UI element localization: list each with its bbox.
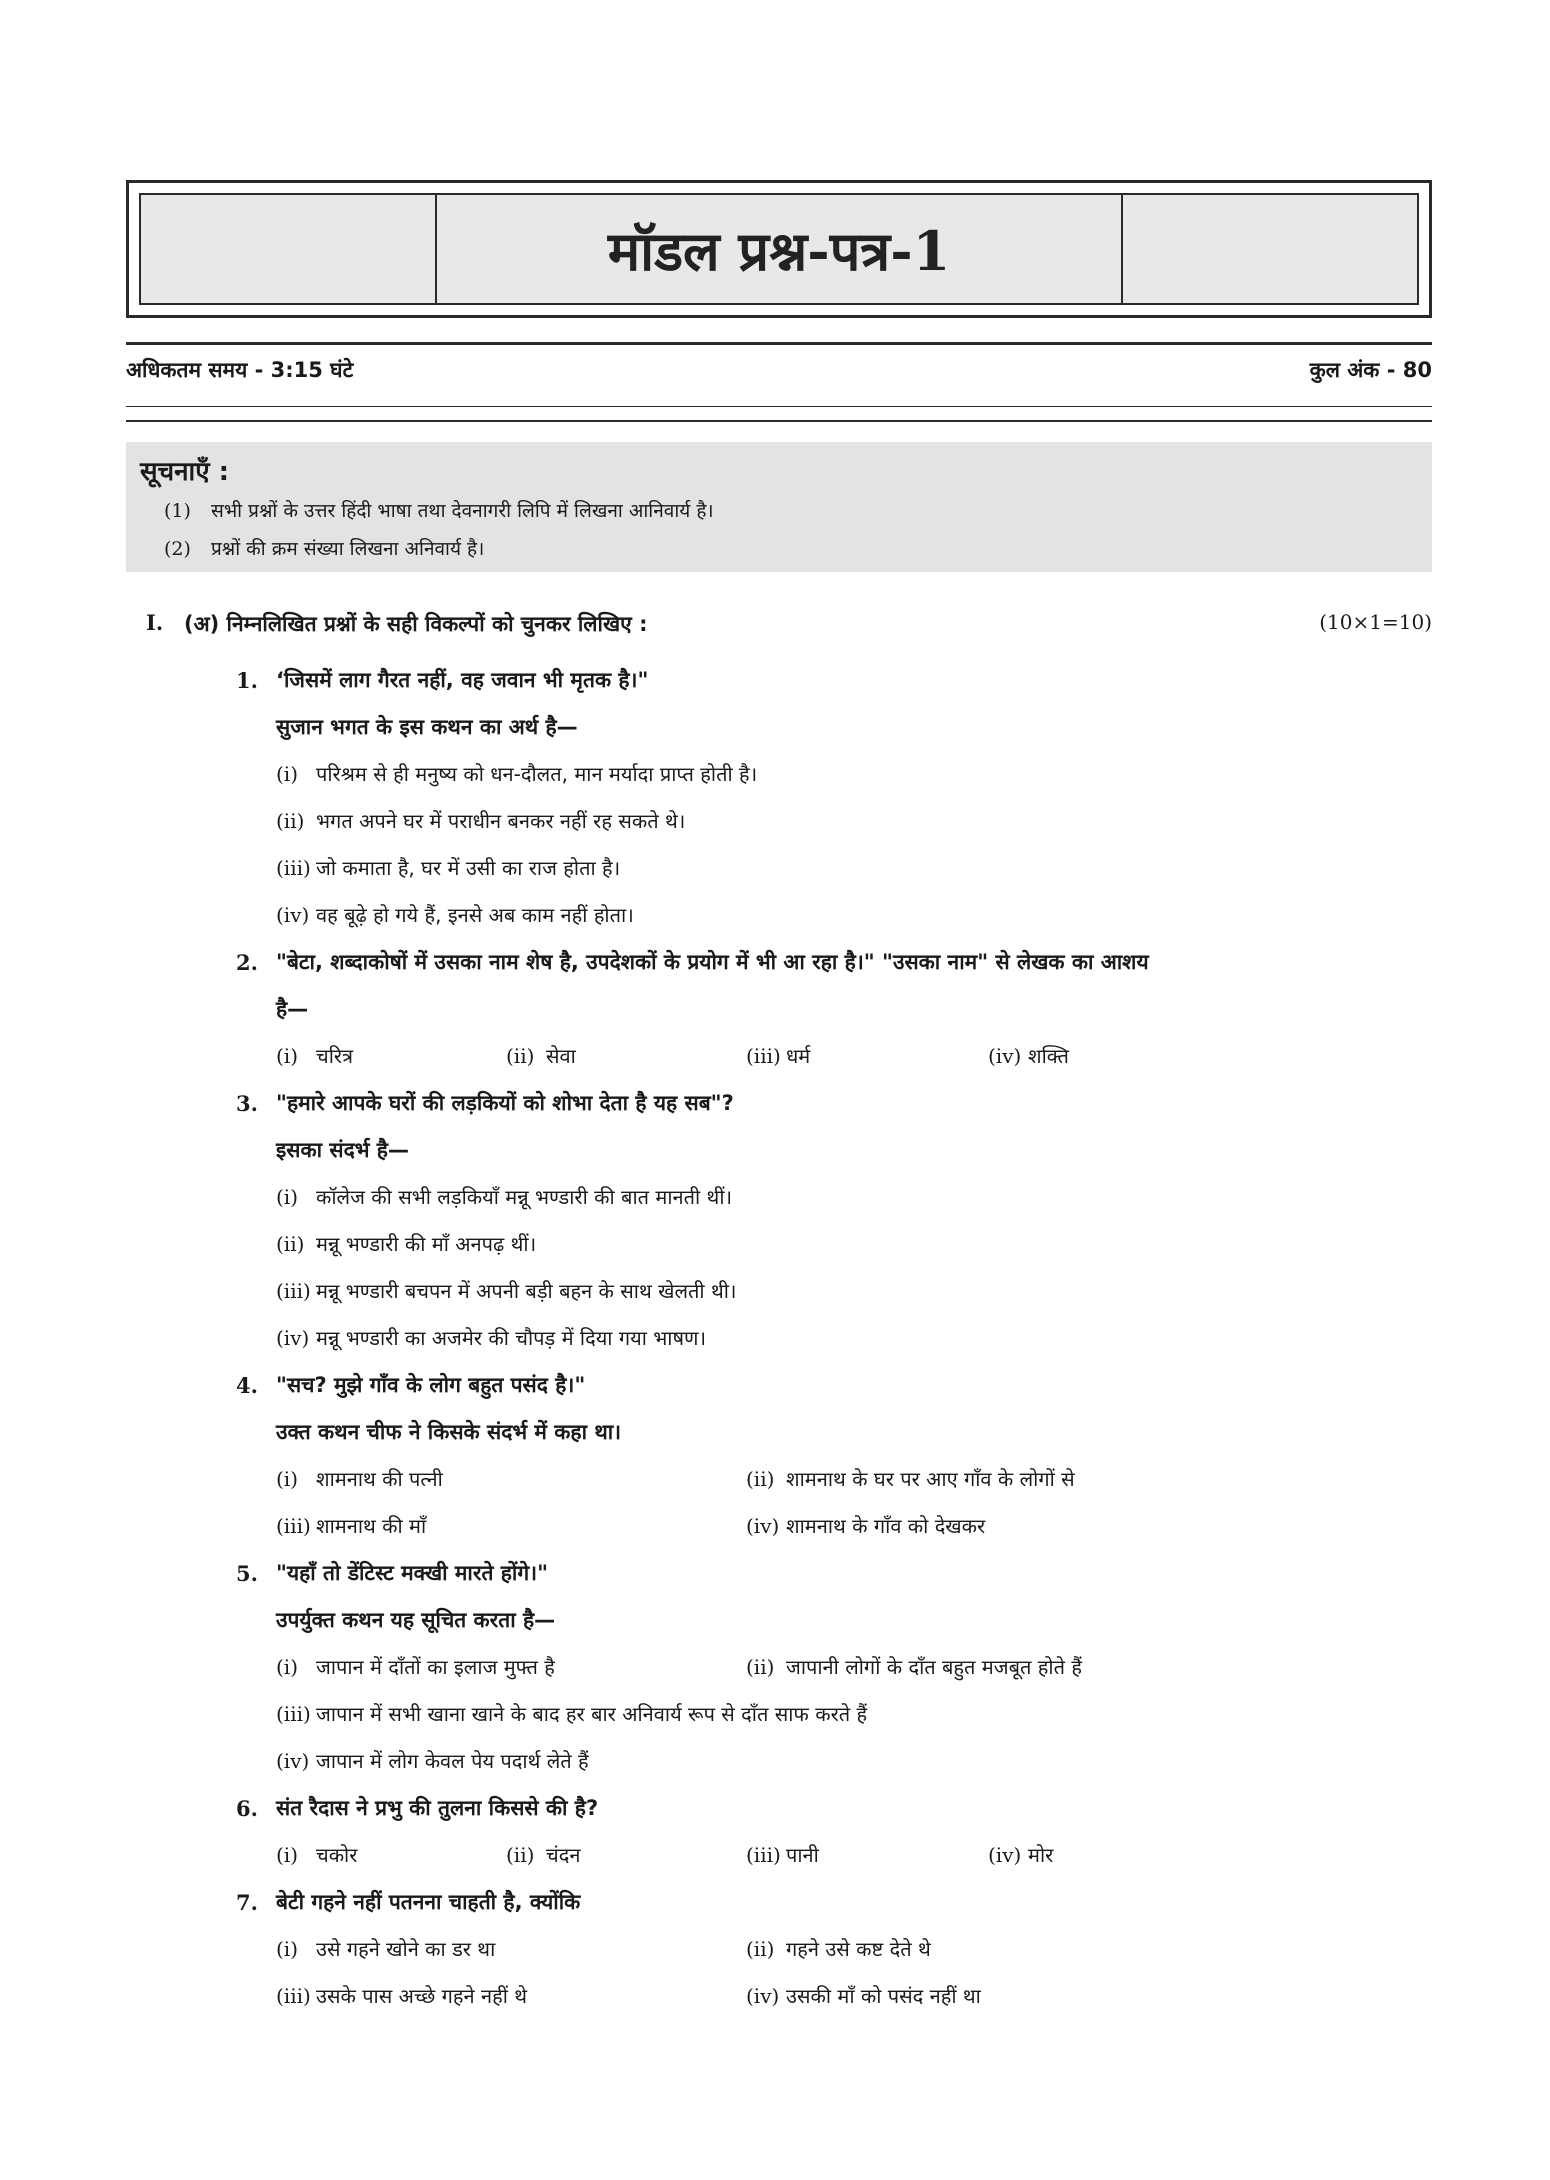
question-number: 5. [236, 1561, 258, 1586]
option-row [236, 1644, 1432, 1691]
meta-rule-2 [126, 420, 1432, 422]
question-line [236, 1080, 1432, 1127]
option-text: मोर [1028, 1843, 1054, 1867]
option-text: उसके पास अच्छे गहने नहीं थे [316, 1984, 528, 2008]
option [276, 1221, 536, 1268]
option-label: (ii) [276, 809, 305, 833]
section-number: I. [146, 610, 164, 635]
option [276, 798, 685, 845]
question-text: इसका संदर्भ है— [276, 1138, 409, 1162]
option-row [236, 1033, 1432, 1080]
title-box-inner [139, 193, 1419, 305]
option-label: (iii) [276, 1279, 311, 1303]
option-text: शक्ति [1028, 1044, 1069, 1068]
question [236, 1785, 1432, 1879]
question-number: 2. [236, 950, 258, 975]
question-line [236, 657, 1432, 704]
question-text: उक्त कथन चीफ ने किसके संदर्भ में कहा था। [276, 1420, 622, 1444]
total-marks: कुल अंक - 80 [1309, 358, 1432, 382]
option-text: मन्नू भण्डारी का अजमेर की चौपड़ में दिया गया भाषण। [316, 1326, 707, 1350]
option-text: जापानी लोगों के दाँत बहुत मजबूत होते हैं [786, 1655, 1082, 1679]
question-number: 1. [236, 668, 258, 693]
page-title: मॉडल प्रश्न-पत्र-1 [607, 219, 951, 283]
max-time: अधिकतम समय - 3:15 घंटे [126, 358, 354, 382]
section-marks: (10×1=10) [1319, 610, 1432, 634]
option [746, 1973, 981, 2020]
option [276, 1832, 357, 1879]
option [276, 1644, 555, 1691]
option-label: (iv) [746, 1984, 780, 2008]
option-label: (i) [276, 762, 299, 786]
question-text: बेटी गहने नहीं पतनना चाहती है, क्योंकि [276, 1890, 581, 1914]
option [276, 1503, 426, 1550]
option-text: उसकी माँ को पसंद नहीं था [786, 1984, 981, 2008]
option-text: मन्नू भण्डारी बचपन में अपनी बड़ी बहन के साथ खेलती थी। [316, 1279, 737, 1303]
option-label: (iv) [746, 1514, 780, 1538]
question-number: 3. [236, 1091, 258, 1116]
option [276, 1033, 353, 1080]
question-subline [236, 1597, 1432, 1644]
option [276, 1926, 495, 1973]
question-text: "हमारे आपके घरों की लड़कियों को शोभा देता है यह सब"? [276, 1091, 734, 1115]
option [988, 1033, 1069, 1080]
instruction-number: (1) [164, 500, 191, 522]
top-rule [126, 342, 1432, 345]
option [276, 1174, 732, 1221]
option-row [236, 1973, 1432, 2020]
instruction-text: सभी प्रश्नों के उत्तर हिंदी भाषा तथा देवनागरी लिपि में लिखना आनिवार्य है। [210, 500, 714, 522]
option [746, 1503, 985, 1550]
question-line [236, 1785, 1432, 1832]
instructions-box [126, 442, 1432, 572]
instruction-text: प्रश्नों की क्रम संख्या लिखना अनिवार्य है। [210, 538, 485, 560]
option-row [236, 1738, 1432, 1785]
option-label: (iv) [988, 1044, 1022, 1068]
option-label: (ii) [506, 1044, 535, 1068]
question-text: उपर्युक्त कथन यह सूचित करता है— [276, 1608, 556, 1632]
question [236, 1080, 1432, 1362]
option-text: भगत अपने घर में पराधीन बनकर नहीं रह सकते थे। [316, 809, 686, 833]
option-text: शामनाथ के घर पर आए गाँव के लोगों से [786, 1467, 1075, 1491]
option-label: (ii) [746, 1467, 775, 1491]
option-text: जापान में सभी खाना खाने के बाद हर बार अनिवार्य रूप से दाँत साफ करते हैं [316, 1702, 868, 1726]
option-text: उसे गहने खोने का डर था [316, 1937, 496, 1961]
option [746, 1456, 1075, 1503]
option-row [236, 1926, 1432, 1973]
question-subline [236, 1409, 1432, 1456]
option-text: जापान में दाँतों का इलाज मुफ्त है [316, 1655, 555, 1679]
option-label: (ii) [746, 1655, 775, 1679]
option-row [236, 751, 1432, 798]
question-line [236, 939, 1432, 986]
question [236, 1550, 1432, 1785]
option-row [236, 1456, 1432, 1503]
title-box [126, 180, 1432, 318]
question-line [236, 1879, 1432, 1926]
option-row [236, 1315, 1432, 1362]
question-text: ‘जिसमें लाग गैरत नहीं, वह जवान भी मृतक है।" [276, 668, 649, 692]
option-row [236, 1268, 1432, 1315]
option-row [236, 845, 1432, 892]
option [276, 845, 620, 892]
option-text: पानी [786, 1843, 819, 1867]
option-text: मन्नू भण्डारी की माँ अनपढ़ थीं। [316, 1232, 537, 1256]
exam-meta [126, 356, 1432, 384]
option-text: परिश्रम से ही मनुष्य को धन-दौलत, मान मर्यादा प्राप्त होती है। [316, 762, 758, 786]
option-text: जापान में लोग केवल पेय पदार्थ लेते हैं [316, 1749, 589, 1773]
option-label: (i) [276, 1655, 299, 1679]
option-label: (ii) [276, 1232, 305, 1256]
question-line [236, 1550, 1432, 1597]
option [746, 1926, 931, 1973]
option-text: गहने उसे कष्ट देते थे [786, 1937, 931, 1961]
option [988, 1832, 1053, 1879]
question-number: 7. [236, 1890, 258, 1915]
option-text: सेवा [546, 1044, 576, 1068]
option [276, 1691, 867, 1738]
option-label: (iii) [276, 856, 311, 880]
title-left-cell [141, 195, 437, 303]
option-label: (i) [276, 1843, 299, 1867]
option [276, 1973, 527, 2020]
question [236, 1879, 1432, 2020]
question-subline [236, 986, 1432, 1033]
option-label: (iii) [276, 1984, 311, 2008]
option-text: कॉलेज की सभी लड़कियाँ मन्नू भण्डारी की बात मानती थीं। [316, 1185, 733, 1209]
option-label: (i) [276, 1937, 299, 1961]
option-row [236, 798, 1432, 845]
question [236, 939, 1432, 1080]
option-row [236, 1691, 1432, 1738]
question-line [236, 1362, 1432, 1409]
option [506, 1033, 576, 1080]
question-text: "बेटा, शब्दाकोषों में उसका नाम शेष है, उपदेशकों के प्रयोग में भी आ रहा है।" "उसका नाम" से लेखक का आशय [276, 950, 1149, 974]
option [276, 1315, 706, 1362]
instruction-number: (2) [164, 538, 191, 560]
question-number: 6. [236, 1796, 258, 1821]
question-list [236, 657, 1432, 2020]
section-title: (अ) निम्नलिखित प्रश्नों के सही विकल्पों को चुनकर लिखिए : [184, 612, 648, 636]
option-text: चरित्र [316, 1044, 354, 1068]
option-text: शामनाथ की पत्नी [316, 1467, 443, 1491]
option-text: वह बूढ़े हो गये हैं, इनसे अब काम नहीं होता। [316, 903, 634, 927]
option-text: शामनाथ की माँ [316, 1514, 427, 1538]
option-row [236, 892, 1432, 939]
question-subline [236, 704, 1432, 751]
option-text: शामनाथ के गाँव को देखकर [786, 1514, 986, 1538]
option-label: (i) [276, 1044, 299, 1068]
option [746, 1832, 819, 1879]
option-row [236, 1174, 1432, 1221]
instructions-heading: सूचनाएँ : [140, 457, 230, 487]
question [236, 1362, 1432, 1550]
option-label: (i) [276, 1467, 299, 1491]
option [276, 751, 757, 798]
question-text: सुजान भगत के इस कथन का अर्थ है— [276, 715, 578, 739]
option-label: (iii) [276, 1702, 311, 1726]
question-subline [236, 1127, 1432, 1174]
option [276, 1456, 443, 1503]
option-label: (iv) [276, 903, 310, 927]
question-text: "यहाँ तो डेंटिस्ट मक्खी मारते होंगे।" [276, 1561, 549, 1585]
question-number: 4. [236, 1373, 258, 1398]
option-label: (iv) [276, 1749, 310, 1773]
title-right-cell [1121, 195, 1417, 303]
option [746, 1033, 810, 1080]
option-text: धर्म [786, 1044, 811, 1068]
option-label: (iv) [988, 1843, 1022, 1867]
option-label: (i) [276, 1185, 299, 1209]
option-text: जो कमाता है, घर में उसी का राज होता है। [316, 856, 621, 880]
option [506, 1832, 580, 1879]
option-row [236, 1832, 1432, 1879]
option-text: चकोर [316, 1843, 358, 1867]
instruction-item [140, 492, 1418, 530]
option-label: (ii) [746, 1937, 775, 1961]
meta-rule-1 [126, 406, 1432, 407]
option-label: (iii) [746, 1044, 781, 1068]
question [236, 657, 1432, 939]
option [746, 1644, 1082, 1691]
option-row [236, 1503, 1432, 1550]
question-text: है— [276, 997, 309, 1021]
option [276, 1738, 589, 1785]
question-text: "सच? मुझे गाँव के लोग बहुत पसंद है।" [276, 1373, 586, 1397]
option [276, 1268, 737, 1315]
option-text: चंदन [546, 1843, 581, 1867]
option-label: (iii) [746, 1843, 781, 1867]
option-label: (iii) [276, 1514, 311, 1538]
option-label: (ii) [506, 1843, 535, 1867]
question-text: संत रैदास ने प्रभु की तुलना किससे की है? [276, 1796, 599, 1820]
option-row [236, 1221, 1432, 1268]
option-label: (iv) [276, 1326, 310, 1350]
instruction-item [140, 530, 1418, 568]
section-heading [146, 610, 1432, 638]
option [276, 892, 634, 939]
